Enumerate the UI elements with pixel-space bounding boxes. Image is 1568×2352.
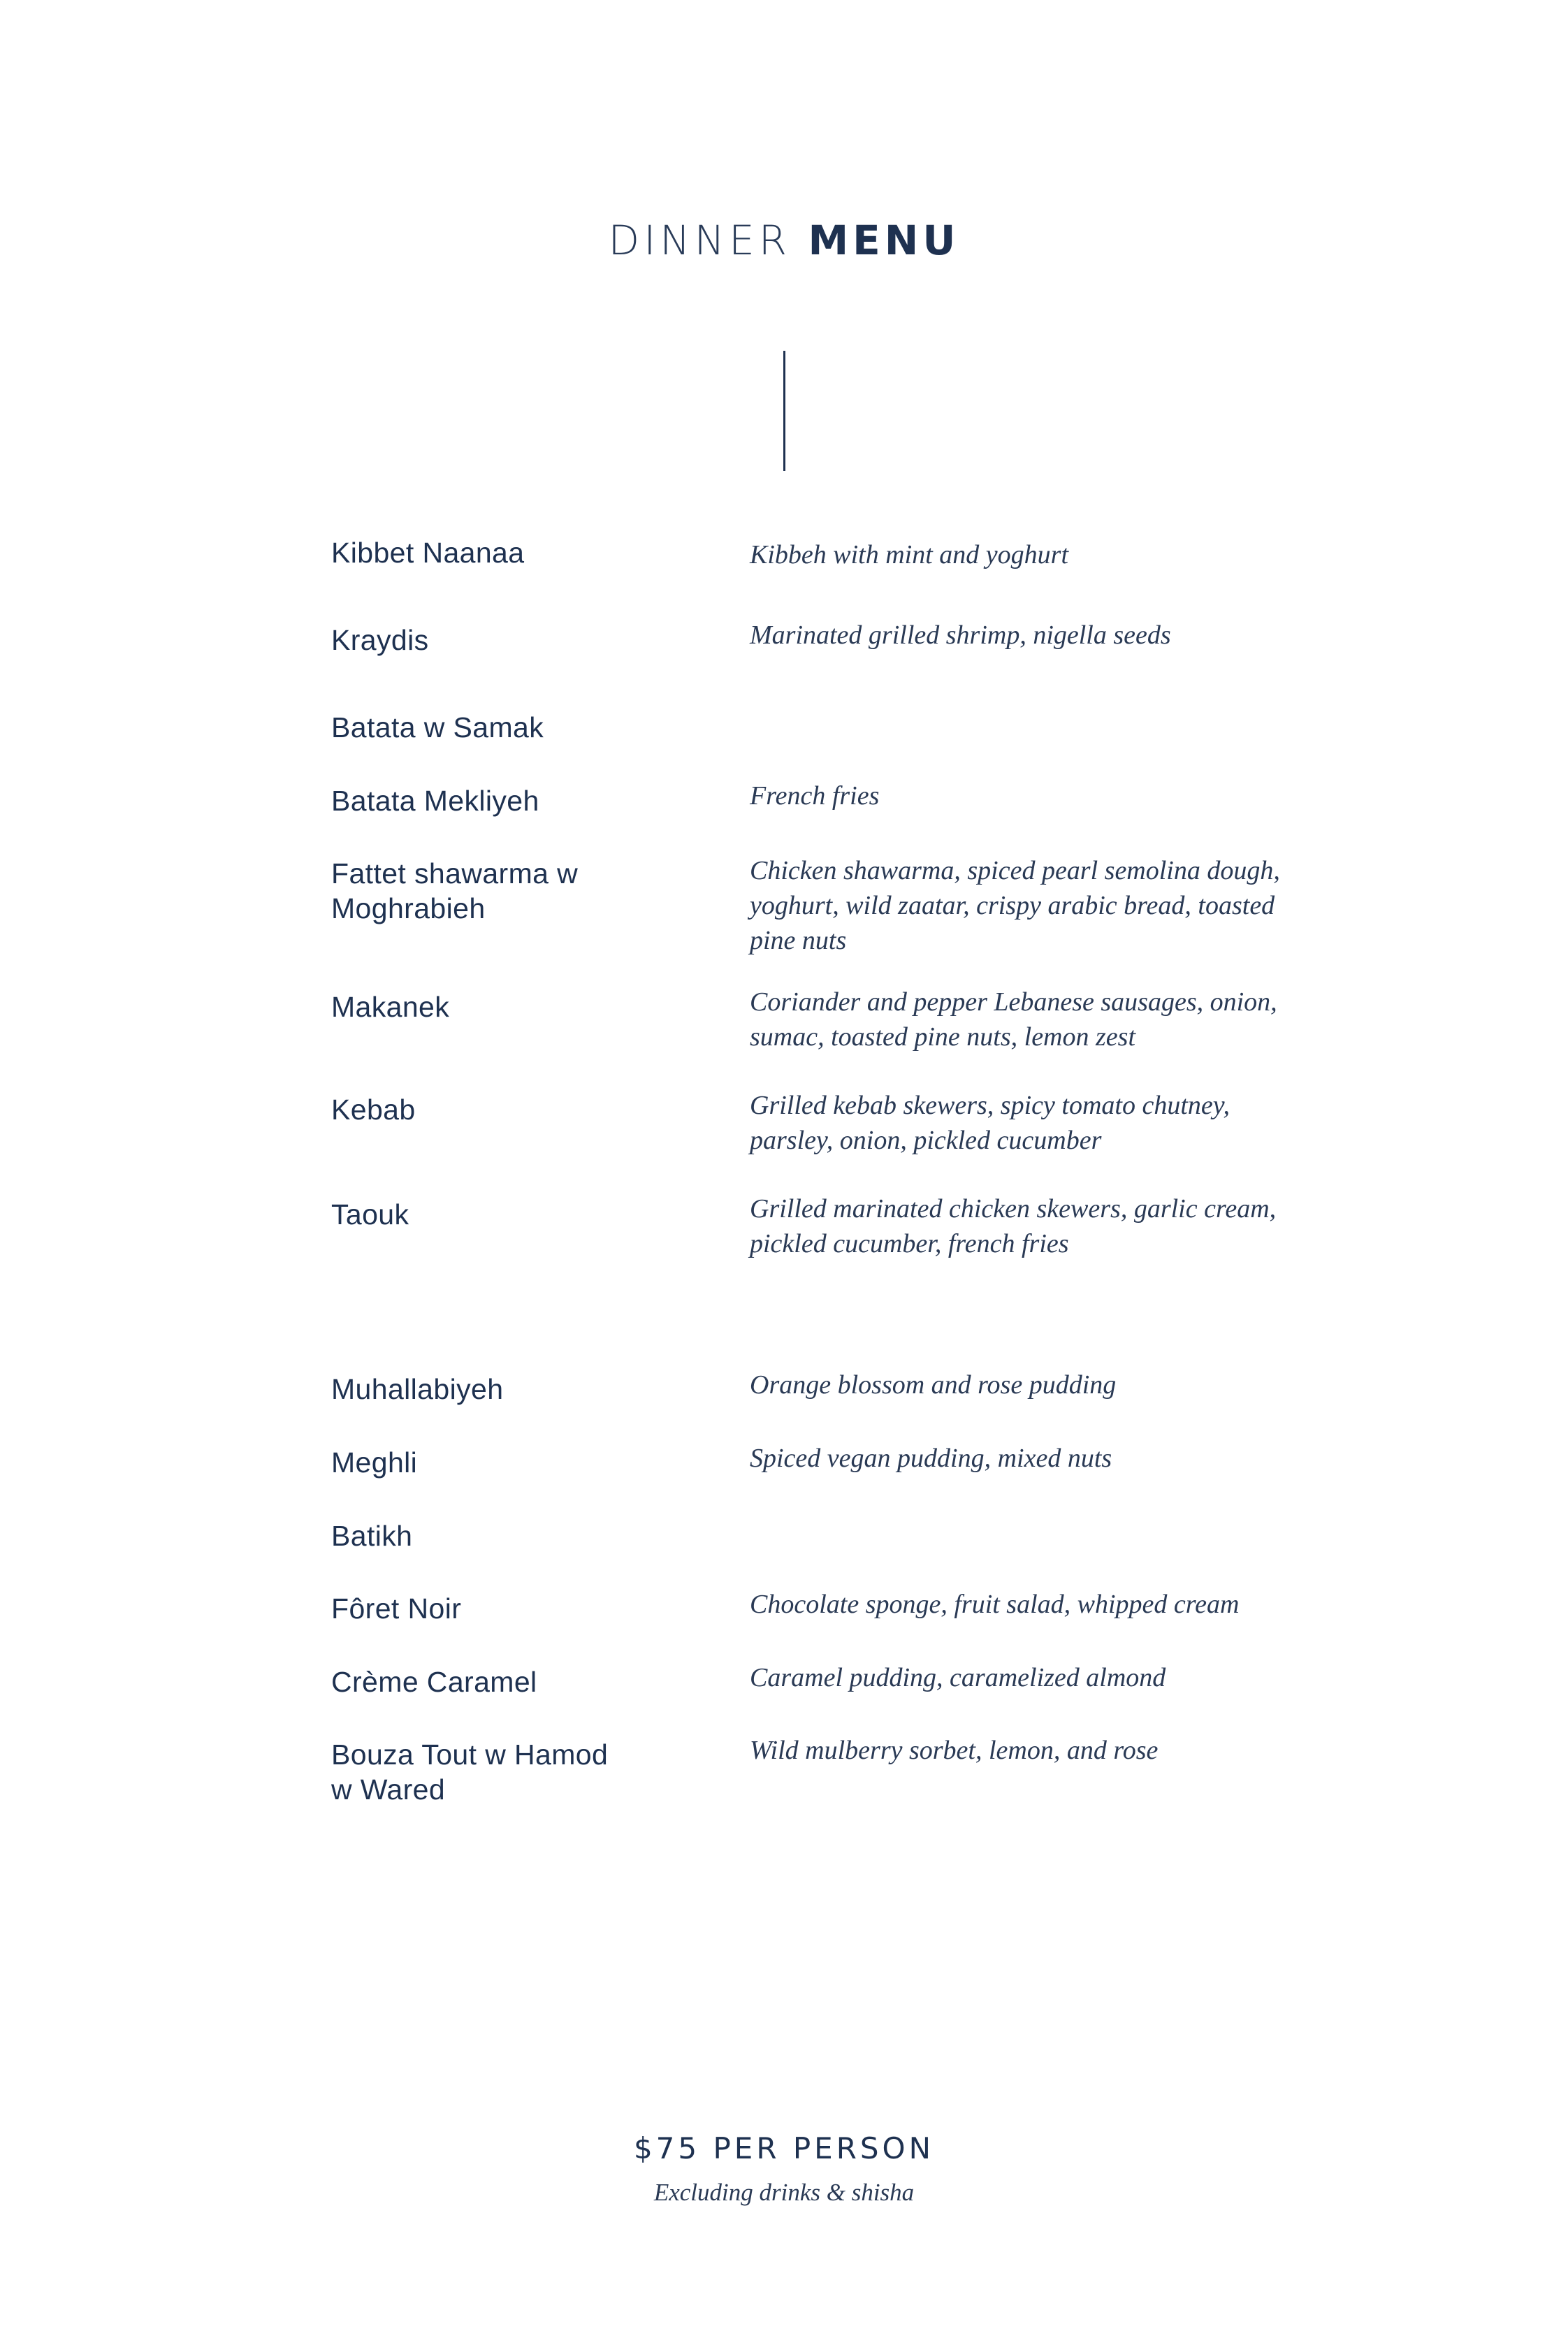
price-label: $75 PER PERSON [633,2131,935,2165]
menu-item-description: Chocolate sponge, fruit salad, whipped cream [750,1590,1240,1619]
menu-item-name: Kraydis [331,624,429,656]
menu-item-name: Batikh [331,1520,413,1552]
menu-item-description: Orange blossom and rose pudding [750,1370,1117,1400]
menu-item-name: Fattet shawarma w Moghrabieh [331,857,579,924]
menu-item-name: Meghli [331,1446,418,1479]
menu-item-name: Taouk [331,1198,409,1231]
menu-item-description: French fries [750,781,880,811]
menu-item-description: Grilled marinated chicken skewers, garlic cream, pickled cucumber, french fries [750,1194,1277,1258]
menu-item-description: Caramel pudding, caramelized almond [750,1663,1166,1692]
menu-item-description: Spiced vegan pudding, mixed nuts [750,1444,1112,1473]
price-note: Excluding drinks & shisha [653,2179,915,2206]
menu-item-description: Kibbeh with mint and yoghurt [750,540,1068,569]
menu-item-name: Batata Mekliyeh [331,785,539,817]
menu-item-description: Chicken shawarma, spiced pearl semolina dough, yoghurt, wild zaatar, crispy arabic bread, toasted pine nuts [750,856,1280,955]
menu-item-description: Marinated grilled shrimp, nigella seeds [750,620,1171,650]
title-dinner: DINNER [608,217,792,264]
vertical-divider [783,351,785,471]
menu-item-name: Fôret Noir [331,1592,462,1625]
menu-item-description: Grilled kebab skewers, spicy tomato chutney, parsley, onion, pickled cucumber [750,1091,1231,1155]
menu-item-name: Makanek [331,991,450,1023]
menu-item-name: Bouza Tout w Hamod w Wared [331,1738,609,1806]
menu-item-description: Wild mulberry sorbet, lemon, and rose [750,1736,1159,1765]
title-menu: MENU [808,217,960,264]
menu-item-name: Crème Caramel [331,1666,537,1698]
menu-item-name: Batata w Samak [331,711,544,743]
menu-item-name: Kebab [331,1094,416,1126]
menu-item-description: Coriander and pepper Lebanese sausages, onion, sumac, toasted pine nuts, lemon zest [750,987,1277,1052]
menu-item-name: Muhallabiyeh [331,1373,504,1405]
menu-item-name: Kibbet Naanaa [331,537,525,569]
page-title [0,217,1568,264]
